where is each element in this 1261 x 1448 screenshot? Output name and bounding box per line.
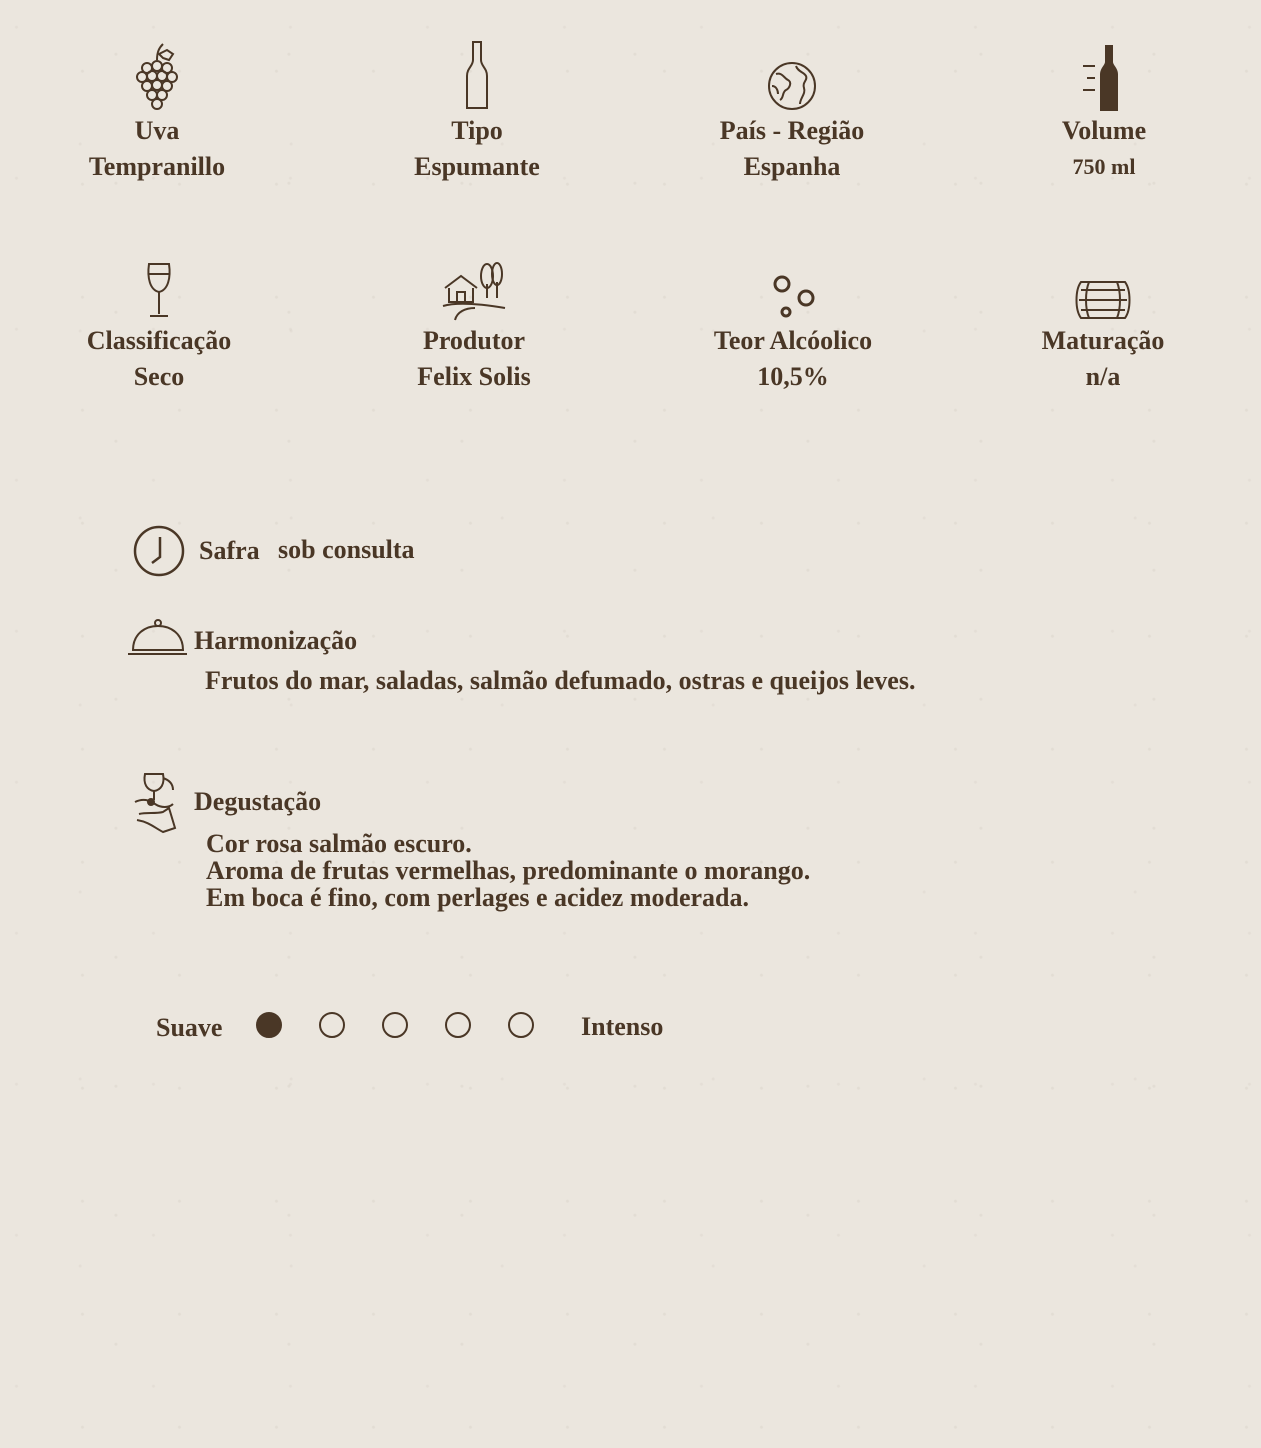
tasting-icon	[133, 768, 183, 841]
intensity-dot	[319, 1012, 345, 1038]
degustacao-line: Em boca é fino, com perlages e acidez moderada.	[206, 883, 750, 912]
degustacao-line: Aroma de frutas vermelhas, predominante o morango.	[206, 856, 811, 885]
attr-tipo	[337, 40, 617, 186]
attr-maturacao	[963, 250, 1243, 396]
attr-label: Teor Alcóolico	[713, 326, 873, 355]
degustacao-line: Cor rosa salmão escuro.	[206, 829, 472, 858]
attr-value: Tempranillo	[88, 152, 226, 181]
intensity-dot	[508, 1012, 534, 1038]
bubbles-icon	[653, 250, 933, 322]
attr-label: Maturação	[1041, 326, 1165, 355]
attr-value: Espanha	[743, 152, 841, 181]
barrel-icon	[963, 250, 1243, 322]
attr-value: n/a	[1085, 362, 1121, 391]
attr-pais-regiao	[652, 40, 932, 186]
safra-label: Safra	[199, 536, 260, 565]
cloche-icon	[127, 618, 189, 663]
attr-label: País - Região	[719, 116, 865, 145]
bottle-volume-icon	[964, 40, 1244, 112]
safra-value: sob consulta	[278, 535, 415, 564]
attr-value: 10,5%	[757, 362, 829, 391]
attr-label: Tipo	[451, 116, 503, 145]
attr-volume	[964, 40, 1244, 186]
bottle-outline-icon	[337, 40, 617, 112]
attr-value: Seco	[133, 362, 185, 391]
intensity-right-label: Intenso	[581, 1012, 664, 1041]
attr-uva	[17, 40, 297, 186]
attr-label: Classificação	[86, 326, 232, 355]
attr-label: Volume	[1061, 116, 1147, 145]
clock-icon	[133, 525, 185, 582]
attr-value: Felix Solis	[417, 362, 531, 391]
globe-icon	[652, 40, 932, 112]
intensity-dot	[382, 1012, 408, 1038]
grapes-icon	[17, 40, 297, 112]
attr-teor-alcoolico	[653, 250, 933, 396]
wine-glass-icon	[19, 250, 299, 322]
winery-icon	[334, 250, 614, 322]
attr-label: Uva	[134, 116, 180, 145]
attr-value: Espumante	[414, 152, 540, 181]
intensity-dot	[445, 1012, 471, 1038]
intensity-left-label: Suave	[156, 1013, 223, 1042]
attr-value: 750 ml	[1072, 154, 1136, 179]
intensity-dot	[256, 1012, 282, 1038]
harmonizacao-text: Frutos do mar, saladas, salmão defumado, ostras e queijos leves.	[205, 666, 916, 695]
harmonizacao-label: Harmonização	[194, 626, 358, 655]
degustacao-label: Degustação	[194, 787, 322, 816]
attr-classificacao	[19, 250, 299, 396]
attr-label: Produtor	[422, 326, 526, 355]
attr-produtor	[334, 250, 614, 396]
